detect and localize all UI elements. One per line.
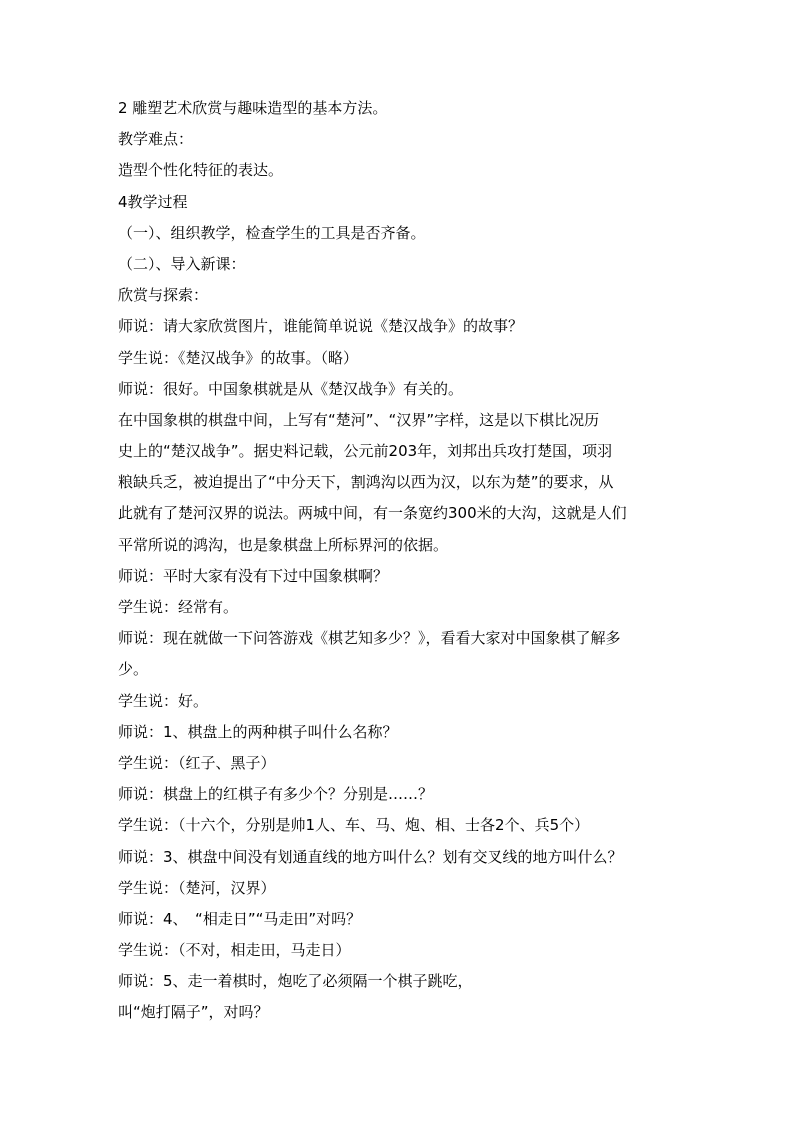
text-line: 教学难点：: [118, 130, 194, 149]
text-line: 少。: [118, 660, 149, 679]
text-line: 师说：很好。中国象棋就是从《楚汉战争》有关的。: [118, 379, 464, 398]
text-line: 2 雕塑艺术欣赏与趣味造型的基本方法。: [118, 99, 388, 117]
text-line: 学生说：（十六个，分别是帅1人、车、马、炮、相、士各2个、兵5个）: [118, 816, 590, 835]
text-line: （一）、组织教学，检查学生的工具是否齐备。: [118, 223, 426, 242]
text-line: 学生说：（不对，相走田，马走日）: [118, 941, 351, 960]
text-line: 粮缺兵乏，被迫提出了“中分天下，割鸿沟以西为汉，以东为楚”的要求，从: [118, 473, 614, 492]
text-line: 欣赏与探索：: [118, 286, 209, 305]
text-line: 学生说：好。: [118, 691, 209, 710]
text-line: 师说：现在就做一下问答游戏《棋艺知多少？》，看看大家对中国象棋了解多: [118, 629, 621, 648]
section-heading: 4教学过程: [118, 192, 188, 211]
text-line: 学生说：经常有。: [118, 598, 239, 616]
text-line: 师说：棋盘上的红棋子有多少个？分别是……？: [118, 785, 434, 804]
text-line: 造型个性化特征的表达。: [118, 161, 284, 180]
document-page: [118, 93, 678, 1029]
text-line: 史上的“楚汉战争”。据史料记载，公元前203年，刘邦出兵攻打楚国，项羽: [118, 442, 613, 461]
text-line: 学生说：（楚河，汉界）: [118, 878, 276, 897]
text-line: 在中国象棋的棋盘中间，上写有“楚河”、“汉界”字样，这是以下棋比况历: [118, 410, 600, 429]
text-line: 师说：1、棋盘上的两种棋子叫什么名称？: [118, 722, 398, 741]
text-line: 师说：3、棋盘中间没有划通直线的地方叫什么？划有交叉线的地方叫什么？: [118, 847, 623, 866]
text-line: 此就有了楚河汉界的说法。两城中间，有一条宽约300米的大沟，这就是人们: [118, 504, 627, 523]
text-line: 平常所说的鸿沟，也是象棋盘上所标界河的依据。: [118, 535, 449, 554]
text-line: 师说：4、 “相走日”“马走田”对吗？: [118, 909, 362, 928]
text-line: （二）、导入新课：: [118, 254, 246, 273]
text-line: 师说：平时大家有没有下过中国象棋啊？: [118, 566, 389, 585]
text-line: 师说：请大家欣赏图片，谁能简单说说《楚汉战争》的故事？: [118, 317, 524, 336]
text-line: 师说：5、走一着棋时，炮吃了必须隔一个棋子跳吃，: [118, 972, 473, 991]
text-line: 学生说：（红子、黑子）: [118, 753, 276, 772]
text-line: 叫“炮打隔子”，对吗？: [118, 1003, 269, 1022]
text-line: 学生说：《楚汉战争》的故事。（略）: [118, 348, 359, 367]
